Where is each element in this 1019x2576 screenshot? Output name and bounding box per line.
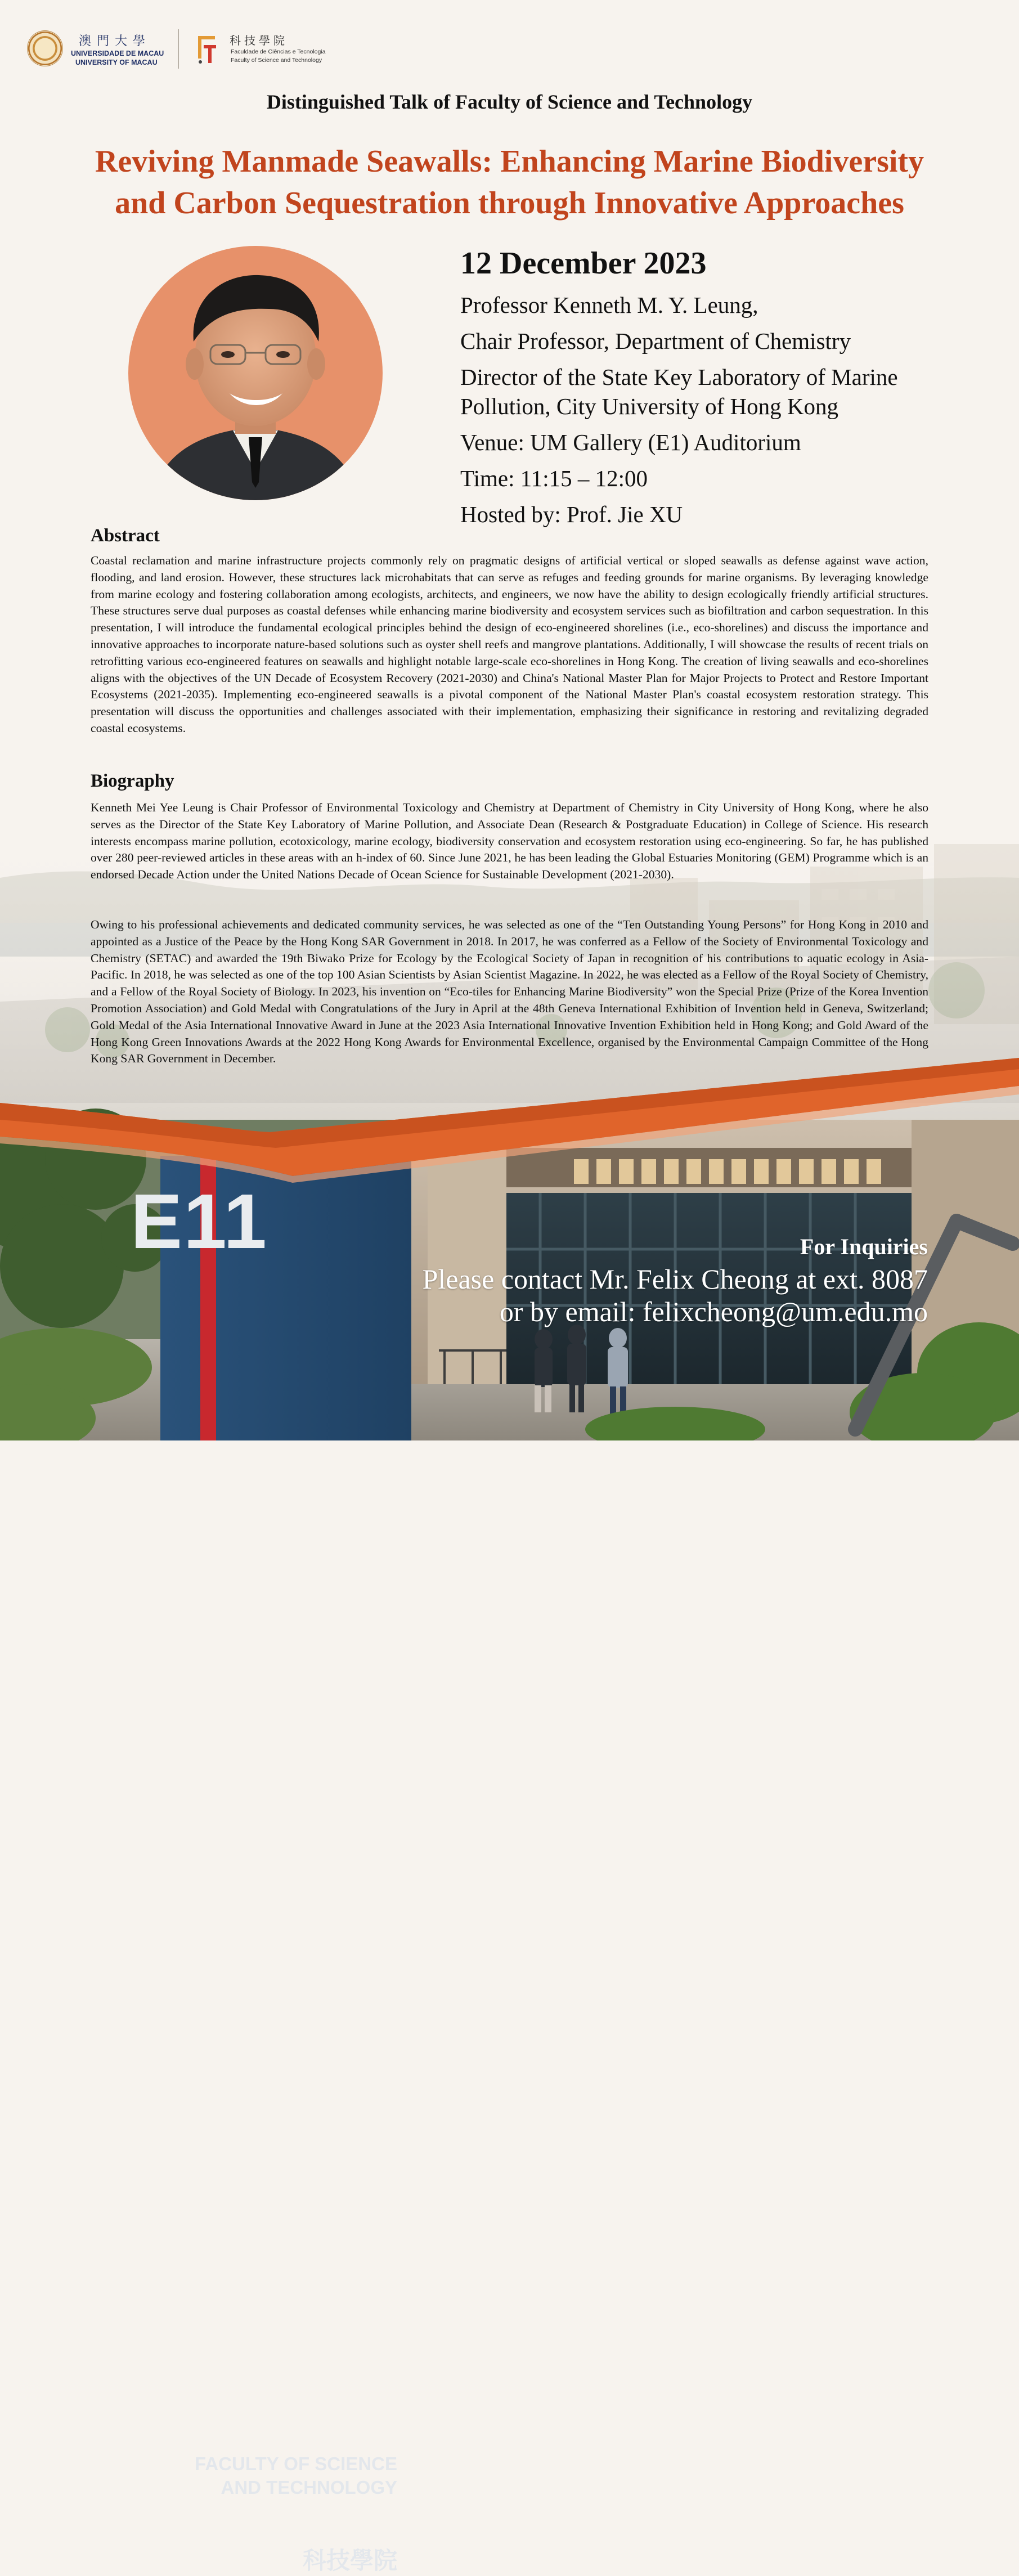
event-details: [460, 243, 967, 529]
event-host: Hosted by: Prof. Jie XU: [460, 501, 683, 527]
building-sign-zh: 科技學院: [302, 2547, 397, 2574]
talk-title-line-2: and Carbon Sequestration through Innovative Approaches: [115, 186, 904, 221]
fst-name-zh: 科技學院: [230, 34, 288, 47]
speaker-director-line-1: Director of the State Key Laboratory of Marine: [460, 364, 898, 390]
um-name-zh: 澳門大學: [79, 34, 151, 48]
abstract-heading: Abstract: [91, 526, 160, 546]
speaker-director-line-2: Pollution, City University of Hong Kong: [460, 393, 838, 419]
biography-paragraph-2: Owing to his professional achievements and dedicated community services, he was selected as one of the “Ten Outstanding Young Persons” for Hong Kong in 2010 and appointed as a Justice of the Peace by the Hong Kong SAR Government in 2018. In 2017, he was conferred as a Fellow of the Society of Environmental Toxicology and Chemistry (SETAC) and awarded the 19th Biwako Prize for Ecology by the Ecological Society of Japan in recognition of his contributions to aquatic ecology in Asia-Pacific. In 2018, he was selected as one of the top 100 Asian Scientists by Asian Scientist Magazine. In 2022, he was elected as a Fellow of the Royal Society of Chemistry, and a Fellow of the Royal Society of Biology. In 2023, his invention on “Eco-tiles for Enhancing Marine Biodiversity” won the Special Prize (Prize of the Korea Invention Promotion Association) and Gold Medal with Congratulations of the Jury in April at the 48th Geneva International Exhibition of Invention held in Geneva, Switzerland; Gold Medal of the Asia International Innovative Award in June at the 2023 Asia International Innovative Invention Exhibition held in Hong Kong; and Gold Award of the Hong Kong Green Innovations Awards at the 2022 Hong Kong Awards for Environmental Excellence, organised by the Environmental Campaign Committee of the Hong Kong SAR Government in December.: [91, 918, 928, 1066]
event-date: 12 December 2023: [460, 246, 707, 281]
biography-heading: Biography: [91, 771, 174, 791]
building-sign-line-1: FACULTY OF SCIENCE: [195, 2453, 397, 2474]
fst-name-pt: Faculdade de Ciências e Tecnologia: [231, 48, 326, 55]
fst-logo-icon: [195, 34, 222, 65]
series-title: Distinguished Talk of Faculty of Science and Technology: [266, 91, 753, 113]
inquiries-contact-email[interactable]: or by email: felixcheong@um.edu.mo: [499, 1296, 928, 1327]
building-code: E11: [131, 1178, 268, 1265]
talk-title: [34, 141, 985, 224]
biography-paragraph-1: Kenneth Mei Yee Leung is Chair Professor of Environmental Toxicology and Chemistry at Department of Chemistry in City University of Hong Kong, where he also serves as the Director of the State Key Laboratory of Marine Pollution, and Associate Dean (Research & Postgraduate Education) in College of Science. His research interests encompass marine pollution, ecotoxicology, marine ecology, biodiversity conservation and ecosystem restoration using eco-engineering. So far, he has published over 280 peer-reviewed articles in these areas with an h-index of 60. Since June 2021, he has been leading the Global Estuaries Monitoring (GEM) Programme which is an endorsed Decade Action under the United Nations Decade of Ocean Science for Sustainable Development (2021-2030).: [91, 801, 928, 882]
um-name-pt: UNIVERSIDADE DE MACAU: [71, 50, 164, 57]
talk-title-line-1: Reviving Manmade Seawalls: Enhancing Marine Biodiversity: [95, 144, 924, 179]
abstract-text: Coastal reclamation and marine infrastructure projects commonly rely on pragmatic designs of artificial vertical or sloped seawalls as defense against wave action, flooding, and land erosion. However, these structures lack microhabitats that can serve as refuges and feeding grounds for marine organisms. By leveraging knowledge from marine ecology and fostering collaboration among ecologists, architects, and engineers, we now have the ability to design ecologically friendly artificial structures. These structures serve dual purposes as coastal defenses while enhancing marine biodiversity and ecosystem services such as biofiltration and carbon sequestration. In this presentation, I will introduce the fundamental ecological principles behind the design of eco-engineered shorelines (i.e., eco-shorelines) and discuss the importance and innovative approaches to incorporate nature-based solutions such as oyster shell reefs and mangrove plantations. Additionally, I will showcase the results of recent trials on retrofitting various eco-engineered features on seawalls and highlight notable large-scale eco-shorelines in Hong Kong. The creation of living seawalls and eco-shorelines aligns with the objectives of the UN Decade of Ecosystem Recovery (2021-2030) and China's National Master Plan for Major Projects to Protect and Restore Important Ecosystems (2021-2035). Implementing eco-engineered seawalls is a pivotal component of the National Master Plan's coastal ecosystem restoration strategy. This presentation will discuss the opportunities and challenges associated with their implementation, emphasizing their significance in restoring and revitalizing degraded coastal ecosystems.: [91, 554, 928, 735]
fst-name-en: Faculty of Science and Technology: [231, 57, 322, 64]
speaker-position: Chair Professor, Department of Chemistry: [460, 328, 851, 354]
building-sign-line-2: AND TECHNOLOGY: [221, 2477, 397, 2498]
speaker-portrait: [128, 246, 383, 500]
event-venue: Venue: UM Gallery (E1) Auditorium: [460, 429, 801, 455]
inquiries-contact-phone: Please contact Mr. Felix Cheong at ext. 8087: [422, 1263, 928, 1295]
inquiries-heading: For Inquiries: [800, 1234, 928, 1259]
inquiries-block: [423, 1231, 928, 1328]
university-seal-icon: [27, 30, 63, 66]
um-name-en: UNIVERSITY OF MACAU: [75, 59, 158, 66]
event-time: Time: 11:15 – 12:00: [460, 465, 648, 491]
speaker-name: Professor Kenneth M. Y. Leung,: [460, 292, 758, 318]
logo-divider: [178, 29, 179, 69]
